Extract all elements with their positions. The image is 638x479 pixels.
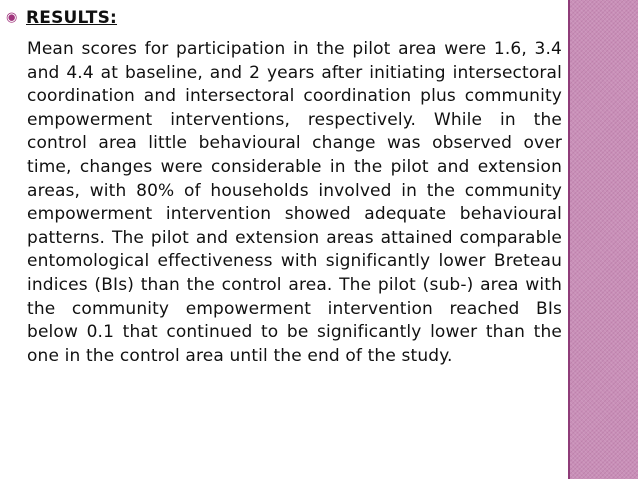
heading-row	[6, 4, 562, 32]
slide-content	[6, 4, 562, 368]
results-paragraph: Mean scores for participation in the pilot area were 1.6, 3.4 and 4.4 at baseline, and 2 years after initiating intersectoral coordination and intersectoral coordination plus community empowerment interventions, respectively. While in the control area little behavioural change was observed over time, changes were considerable in the pilot and extension areas, with 80% of households involved in the community empowerment intervention showed adequate behavioural patterns. The pilot and extension areas attained comparable entomological effectiveness with significantly lower Breteau indices (BIs) than the control area. The pilot (sub-) area with the community empowerment intervention reached BIs below 0.1 that continued to be significantly lower than the one in the control area until the end of the study.	[27, 39, 562, 366]
section-heading: RESULTS:	[26, 8, 118, 28]
target-bullet-icon: ◉	[6, 10, 18, 25]
decorative-side-band	[570, 0, 638, 479]
